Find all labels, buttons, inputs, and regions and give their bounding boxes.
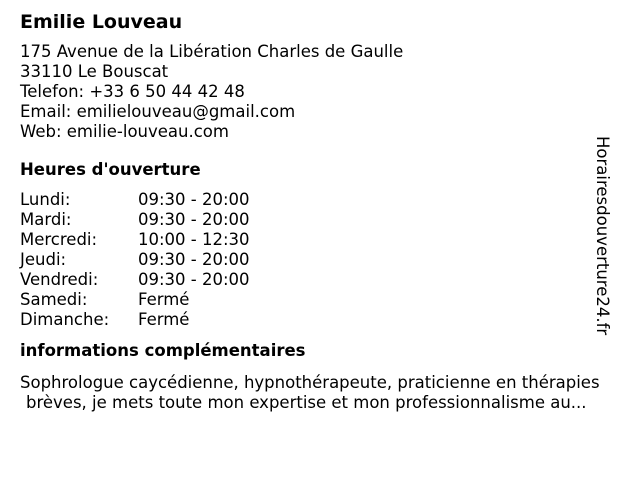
web-text: Web: emilie-louveau.com (20, 122, 229, 141)
address-street: 175 Avenue de la Libération Charles de Gaulle (20, 42, 404, 61)
info-line: brèves, je mets toute mon expertise et mon professionnalisme au... (26, 393, 587, 412)
hours-row (20, 310, 620, 330)
hours-row (20, 290, 620, 310)
hours-day: Jeudi: (20, 250, 67, 269)
hours-row (20, 270, 620, 290)
hours-row (20, 190, 620, 210)
site-watermark: Horairesdouverture24.fr (593, 136, 612, 336)
hours-title: Heures d'ouverture (20, 160, 201, 179)
contact-block (20, 42, 620, 142)
hours-time: 09:30 - 20:00 (138, 270, 250, 289)
hours-row (20, 230, 620, 250)
hours-row (20, 210, 620, 230)
phone-text: Telefon: +33 6 50 44 42 48 (20, 82, 245, 101)
info-line: Sophrologue caycédienne, hypnothérapeute, praticienne en thérapies (20, 373, 600, 392)
hours-time: 09:30 - 20:00 (138, 250, 250, 269)
hours-time: 09:30 - 20:00 (138, 190, 250, 209)
business-name: Emilie Louveau (20, 11, 183, 33)
info-title: informations complémentaires (20, 341, 306, 360)
hours-day: Mardi: (20, 210, 72, 229)
business-card (20, 10, 620, 413)
hours-table (20, 190, 620, 330)
hours-day: Vendredi: (20, 270, 99, 289)
address-city: 33110 Le Bouscat (20, 62, 169, 81)
info-description (20, 373, 624, 413)
hours-row (20, 250, 620, 270)
hours-time: Fermé (138, 290, 190, 309)
hours-day: Mercredi: (20, 230, 98, 249)
hours-time: 10:00 - 12:30 (138, 230, 250, 249)
hours-time: 09:30 - 20:00 (138, 210, 250, 229)
hours-day: Lundi: (20, 190, 71, 209)
hours-day: Samedi: (20, 290, 88, 309)
email-text: Email: emilielouveau@gmail.com (20, 102, 296, 121)
hours-time: Fermé (138, 310, 190, 329)
hours-day: Dimanche: (20, 310, 110, 329)
